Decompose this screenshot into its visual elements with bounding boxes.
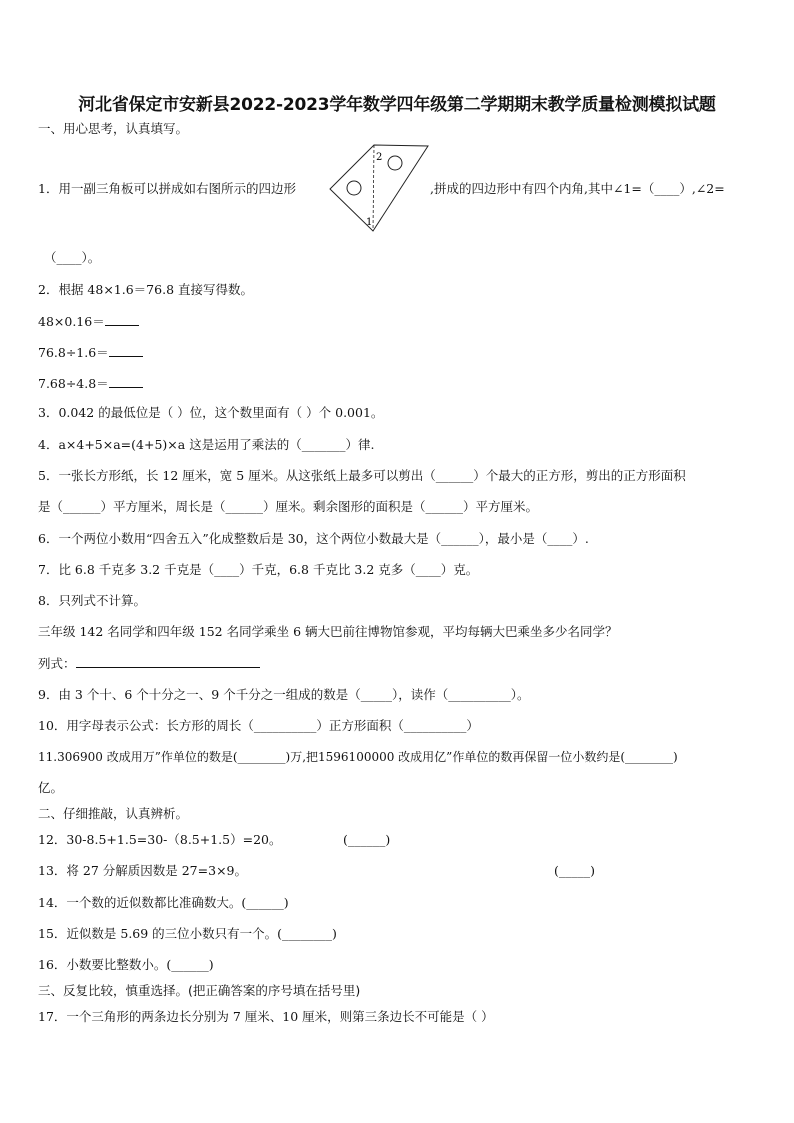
question-1-part-a: 1．用一副三角板可以拼成如右图所示的四边形 [38,181,296,196]
question-6: 6．一个两位小数用“四舍五入”化成整数后是 30，这个两位小数最大是（______），最小是（____）. [38,531,589,546]
question-14: 14．一个数的近似数都比准确数大。(______) [38,895,289,910]
question-7: 7．比 6.8 千克多 3.2 千克是（____）千克，6.8 千克比 3.2 克多（____）克。 [38,562,479,577]
question-2-item-a [38,313,139,330]
question-2-item-b [38,344,143,361]
question-1-part-b: ,拼成的四边形中有四个内角,其中∠1=（____）,∠2= [430,181,725,196]
question-13: 13．将 27 分解质因数是 27=3×9。 [38,863,247,878]
question-8-answer-line [38,655,260,672]
question-17: 17．一个三角形的两条边长分别为 7 厘米、10 厘米，则第三条边长不可能是（ ） [38,1009,494,1024]
section-3-heading: 三、反复比较，慎重选择。(把正确答案的序号填在括号里) [38,983,361,998]
question-11-line-1: 11.306900 改成用万”作单位的数是(________)万,把1596100000 改成用亿”作单位的数再保留一位小数约是(________) [38,750,678,764]
question-10: 10．用字母表示公式：长方形的周长（__________）正方形面积（__________） [38,718,479,733]
question-4: 4．a×4+5×a=(4+5)×a 这是运用了乘法的（_______）律. [38,437,375,452]
answer-blank[interactable] [105,313,139,326]
question-8: 8．只列式不计算。 [38,593,146,608]
answer-blank[interactable] [109,375,143,388]
circle-hole-icon [347,181,361,195]
question-1-part-c: （____）。 [44,250,101,265]
question-16: 16．小数要比整数小。(______) [38,957,214,972]
answer-blank[interactable] [76,655,260,668]
question-15: 15．近似数是 5.69 的三位小数只有一个。(________) [38,926,337,941]
question-3: 3．0.042 的最低位是（ ）位，这个数里面有（ ）个 0.001。 [38,405,384,420]
question-12: 12．30-8.5+1.5=30-（8.5+1.5）=20。 [38,832,282,847]
question-9: 9．由 3 个十、6 个十分之一、9 个千分之一组成的数是（_____），读作（__________）。 [38,687,530,702]
question-8-answer-label: 列式： [38,656,76,671]
question-2-item-c-text: 7.68÷4.8＝ [38,376,109,391]
section-1-heading: 一、用心思考，认真填写。 [38,121,189,136]
triangle-set-quadrilateral-figure [326,141,430,233]
question-5-line-2: 是（______）平方厘米，周长是（______）厘米。剩余图形的面积是（______）平方厘米。 [38,499,539,514]
answer-blank[interactable] [109,344,143,357]
question-2-item-c [38,375,143,392]
page-title: 河北省保定市安新县2022-2023学年数学四年级第二学期期末教学质量检测模拟试题 [78,95,716,115]
circle-hole-icon [388,156,402,170]
angle-1-label: 1 [366,217,373,228]
question-5-line-1: 5．一张长方形纸，长 12 厘米，宽 5 厘米。从这张纸上最多可以剪出（______）个最大的正方形，剪出的正方形面积 [38,468,686,483]
question-8-problem: 三年级 142 名同学和四年级 152 名同学乘坐 6 辆大巴前往博物馆参观，平均每辆大巴乘坐多少名同学？ [38,624,618,639]
question-12-answer[interactable]: (______) [343,832,391,847]
question-2: 2．根据 48×1.6＝76.8 直接写得数。 [38,282,253,297]
question-13-answer[interactable]: (_____) [554,863,596,878]
question-11-line-2: 亿。 [38,780,64,795]
section-2-heading: 二、仔细推敲，认真辨析。 [38,806,189,821]
angle-2-label: 2 [376,152,383,163]
question-2-item-b-text: 76.8÷1.6＝ [38,345,109,360]
question-2-item-a-text: 48×0.16＝ [38,314,105,329]
